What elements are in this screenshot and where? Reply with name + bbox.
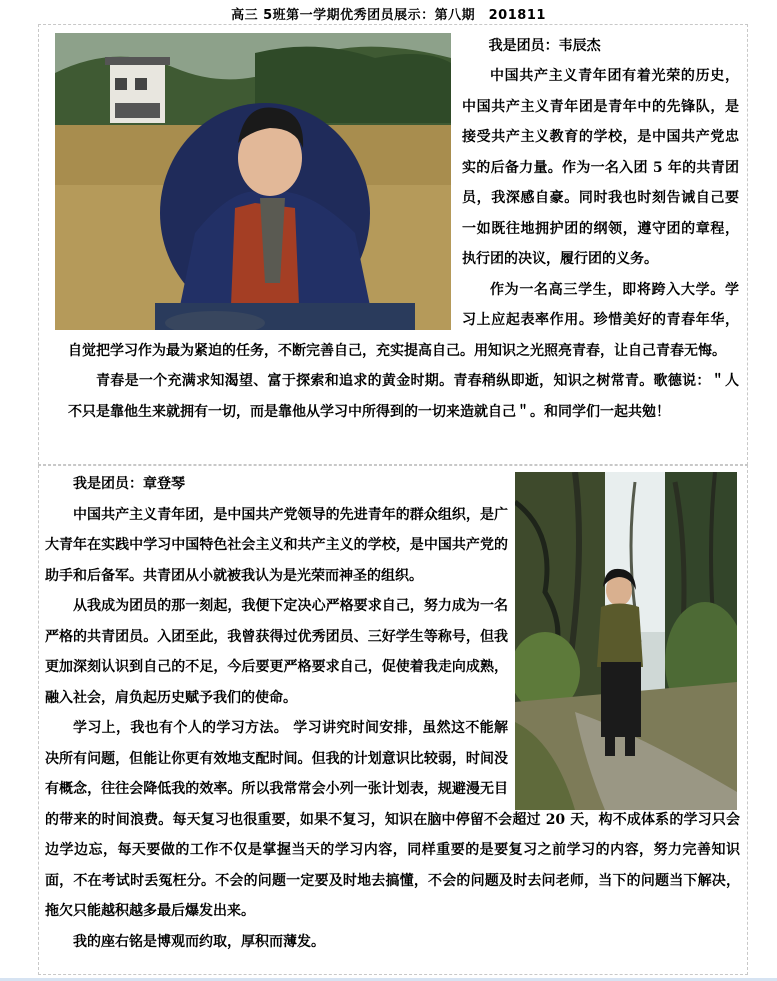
member2-body <box>45 469 505 500</box>
member1-body <box>68 61 739 427</box>
member2-body-flow <box>45 500 740 958</box>
member2-paragraph: 我的座右铭是博观而约取，厚积而薄发。 <box>73 933 325 950</box>
member1-paragraph: 作为一名高三学生，即将跨入大学。学习上应起表率作用。珍惜美好的青春年华，自觉把学习作为最为紧迫的任务，不断完善自己，充实提高自己。用知识之光照亮青春，让自己青春无悔。 <box>68 281 739 359</box>
member2-photo-spacer <box>508 500 740 805</box>
member1-paragraph: 中国共产主义青年团有着光荣的历史，中国共产主义青年团是青年中的先锋队，是接受共产主义教育的学校，是中国共产党忠实的后备力量。作为一名入团 5 年的共青团员，我深感自豪。同时我也时刻告诫自己要一如既往地拥护团的纲领，遵守团的章程，执行团的决议，履行团的义务。 <box>462 68 739 267</box>
member2-paragraph: 学习上，我也有个人的学习方法。 学习讲究时间安排，虽然这不能解决所有问题，但能让你更有效地支配时间。但我的计划意识比较弱，时间没有概念，往往会降低我的效率。所以我常常会小列一张计划表，规避漫无目的带来的时间浪费。每天复习也很重要，如果不复习，知识在脑中停留不会超过 20 天，构不成体系的学习只会边学边忘，每天要做的工作不仅是掌握当天的学习内容，同样重要的是要复习之前学习的内容，努力完善知识面，不在考试时丢冤枉分。不会的问题一定要及时地去搞懂，不会的问题及时去问老师，当下的问题当下解决，拖欠只能越积越多最后爆发出来。 <box>45 720 740 919</box>
member1-photo-spacer <box>68 61 462 331</box>
member2-name: 我是团员：章登琴 <box>73 476 185 492</box>
member2-paragraph: 从我成为团员的那一刻起，我便下定决心严格要求自己，努力成为一名严格的共青团员。入团至此，我曾获得过优秀团员、三好学生等称号，但我更加深刻认识到自己的不足，今后要更严格要求自己，促使着我走向成熟，融入社会，肩负起历史赋予我们的使命。 <box>45 598 508 706</box>
page-title: 高三 5班第一学期优秀团员展示：第八期 201811 <box>231 8 546 23</box>
member1-text-right <box>462 31 739 62</box>
member1-name: 我是团员：韦辰杰 <box>488 38 601 54</box>
member1-paragraph: 青春是一个充满求知渴望、富于探索和追求的黄金时期。青春稍纵即逝，知识之树常青。歌德说：＂人不只是靠他生来就拥有一切，而是靠他从学习中所得到的一切来造就自己＂。和同学们一起共勉！ <box>68 373 739 420</box>
member2-paragraph: 中国共产主义青年团，是中国共产党领导的先进青年的群众组织，是广大青年在实践中学习中国特色社会主义和共产主义的学校，是中国共产党的助手和后备军。共青团从小就被我认为是光荣而神圣的组织。 <box>45 506 508 584</box>
